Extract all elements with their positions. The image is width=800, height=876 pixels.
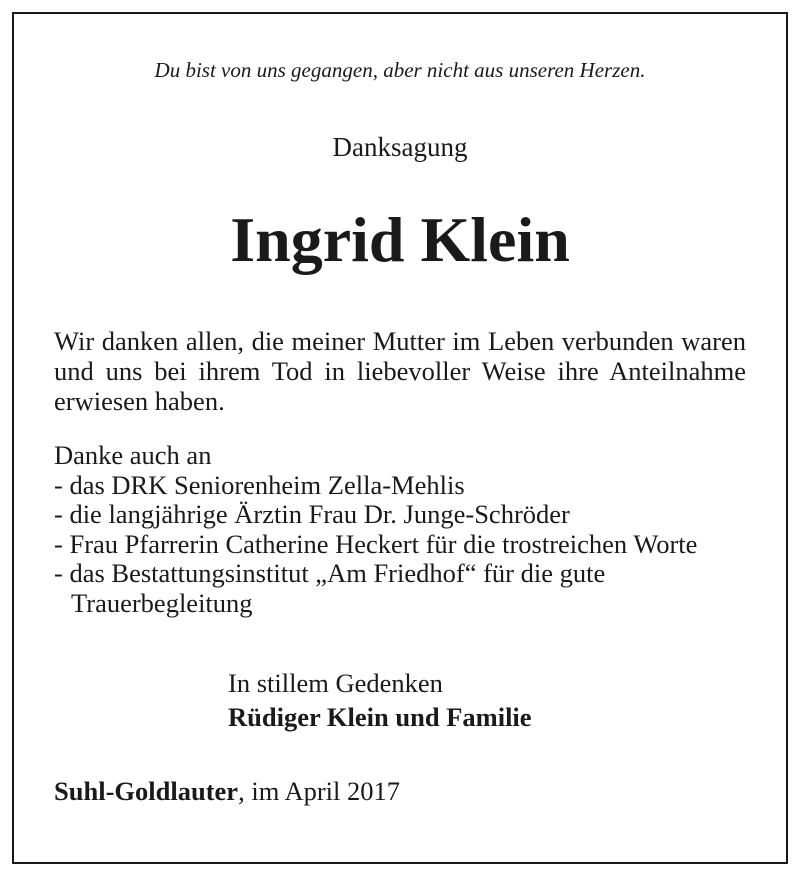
place-name: Suhl-Goldlauter	[54, 776, 239, 806]
thanks-section	[54, 441, 754, 618]
thanks-paragraph: Wir danken allen, die meiner Mutter im Leben verbunden waren und uns bei ihrem Tod in liebevoller Weise ihre Anteilnahme erwiesen haben.	[54, 326, 746, 416]
thanks-list-item: - die langjährige Ärztin Frau Dr. Junge-Schröder	[54, 499, 570, 529]
notice-heading: Danksagung	[332, 132, 468, 162]
mourner-names: Rüdiger Klein und Familie	[228, 702, 532, 732]
thanks-list	[54, 471, 754, 619]
closing-block	[228, 666, 532, 734]
thanks-list-item: - das Bestattungsinstitut „Am Friedhof“ für die gute Trauerbegleitung	[54, 558, 606, 618]
motto-line: Du bist von uns gegangen, aber nicht aus unseren Herzen.	[154, 58, 646, 82]
thanks-intro: Danke auch an	[54, 440, 212, 470]
thanks-list-item: - Frau Pfarrerin Catherine Heckert für die trostreichen Worte	[54, 528, 698, 559]
place-date-line	[54, 776, 400, 807]
date-text: , im April 2017	[238, 776, 401, 806]
closing-phrase: In stillem Gedenken	[228, 668, 443, 698]
thanks-list-item: - das DRK Seniorenheim Zella-Mehlis	[54, 469, 465, 500]
deceased-name: Ingrid Klein	[230, 204, 570, 275]
